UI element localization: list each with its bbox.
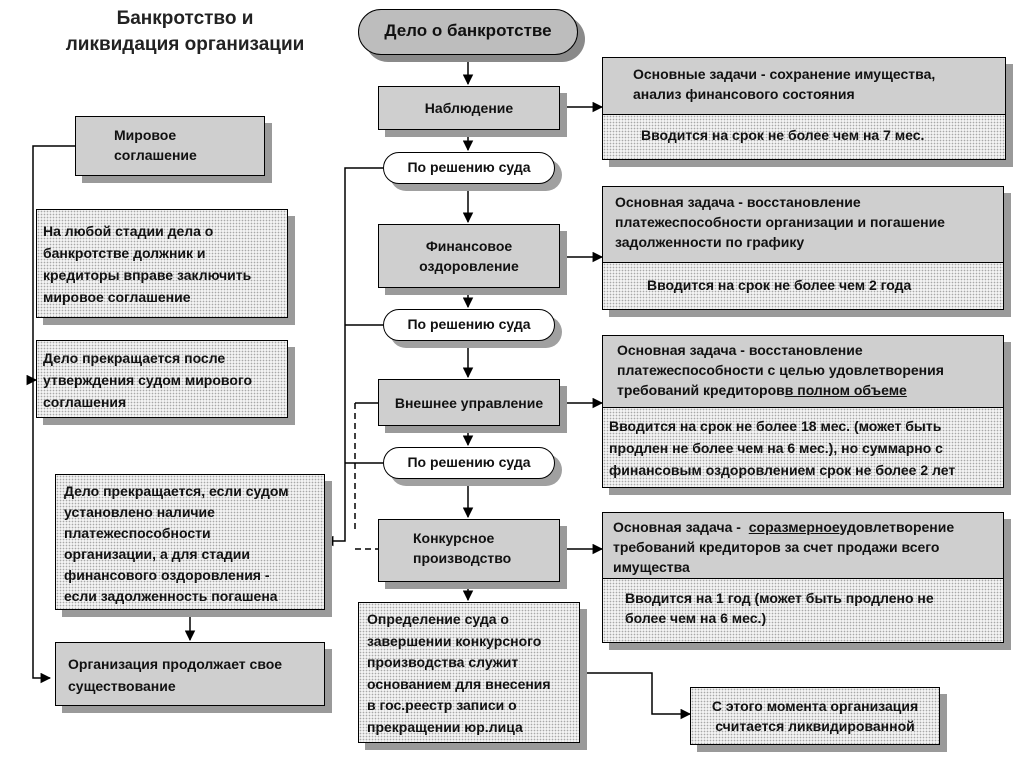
term-solvency-line-2: установлено наличие [64,504,215,520]
detail-external-task-3b: в полном объеме [784,382,907,398]
stage-competitive-line-1: Конкурсное [413,530,495,546]
court-decision-2: По решению суда [383,309,555,341]
ruling-line-6: прекращении юр.лица [367,718,523,735]
court-decision-1: По решению суда [383,152,555,184]
settlement-box [75,116,265,176]
stage-recovery-line-1: Финансовое [425,238,513,254]
any-stage-line-4: мировое соглашение [43,289,191,305]
detail-external-term-3: финансовым оздоровлением срок не более 2 лет [609,462,956,478]
stage-recovery-line-2: оздоровление [419,258,519,274]
start-bankruptcy-case: Дело о банкротстве [358,9,578,55]
term-solvency-line-6: если задолженность погашена [64,588,278,604]
detail-competitive-task-2: требований кредиторов за счет продажи всего [613,539,940,555]
stage-competitive-line-2: производство [413,550,512,566]
detail-competitive [602,512,1004,643]
detail-competitive-task-1a: Основная задача - [613,519,749,535]
detail-recovery-task-3: задолженности по графику [615,234,805,250]
settlement-line-1: Мировое [114,127,177,143]
terminated-solvency-box [55,474,325,610]
detail-observation-task-1: Основные задачи - сохранение имущества, [633,66,936,82]
detail-external [602,335,1004,488]
title-line-2: ликвидация организации [65,34,305,55]
term-solvency-line-3: платежеспособности [64,525,211,541]
title-line-1: Банкротство и [116,8,254,29]
term-settlement-line-2: утверждения судом мирового [43,372,253,388]
ruling-line-3: производства служит [367,654,519,670]
stage-external-label: Внешнее управление [394,394,544,411]
detail-recovery-term: Вводится на срок не более чем 2 года [647,277,912,293]
detail-external-term-1: Вводится на срок не более 18 мес. (может быть [609,418,942,434]
detail-competitive-term-1: Вводится на 1 год (может быть продлено не [625,590,934,606]
stage-financial-recovery [378,224,560,288]
continues-line-1: Организация продолжает свое [68,656,283,672]
detail-external-task-1: Основная задача - восстановление [617,342,863,358]
liquidated-line-1: С этого момента организация [711,698,919,714]
ruling-line-1: Определение суда о [367,611,509,627]
continues-line-2: существование [68,678,176,694]
term-solvency-line-1: Дело прекращается, если судом [64,483,289,499]
detail-competitive-task-1c: удовлетворение [839,519,955,535]
liquidated-line-2: считается ликвидированной [715,718,915,734]
detail-external-task-2: платежеспособности с целью удовлетворения [617,362,944,378]
detail-external-term-2: продлен не более чем на 6 мес.), но суммарно с [609,440,943,456]
ruling-line-5: в гос.реестр записи о [367,697,517,713]
stage-observation-label: Наблюдение [424,100,514,116]
ruling-line-4: основанием для внесения [367,675,551,692]
settlement-line-2: соглашение [114,147,197,163]
detail-competitive-task-3: имущества [613,559,690,575]
detail-competitive-task-1b: соразмерное [748,519,840,535]
liquidated-box [690,687,940,745]
page-title [40,6,330,58]
detail-observation-term: Вводится на срок не более чем на 7 мес. [641,127,925,143]
detail-recovery-task-1: Основная задача - восстановление [615,194,861,210]
court-decision-3: По решению суда [383,447,555,479]
court-ruling-box [358,602,580,743]
detail-recovery-task-2: платежеспособности организации и погашение [615,214,945,230]
detail-competitive-term-2: более чем на 6 мес.) [625,610,767,626]
any-stage-line-3: кредиторы вправе заключить [43,267,252,283]
any-stage-line-2: банкротстве должник и [43,245,206,261]
term-solvency-line-5: финансового оздоровления - [64,567,270,583]
any-stage-line-1: На любой стадии дела о [43,223,214,239]
term-settlement-line-3: соглашения [43,394,127,410]
detail-recovery [602,186,1004,310]
terminated-settlement-box [36,340,288,418]
stage-observation [378,86,560,130]
detail-observation [602,57,1006,160]
stage-external-management [378,379,560,426]
arrow-ruling-liquidated [580,673,690,714]
bracket-court-decisions [324,168,383,541]
ruling-line-2: завершении конкурсного [367,632,542,649]
any-stage-box [36,209,288,318]
term-settlement-line-1: Дело прекращается после [43,350,226,366]
detail-external-task-3a: требований кредиторов [617,382,785,398]
continues-box [55,642,325,706]
term-solvency-line-4: организации, а для стадии [64,546,250,562]
stage-competitive-proceedings [378,519,560,582]
detail-observation-task-2: анализ финансового состояния [633,86,855,102]
